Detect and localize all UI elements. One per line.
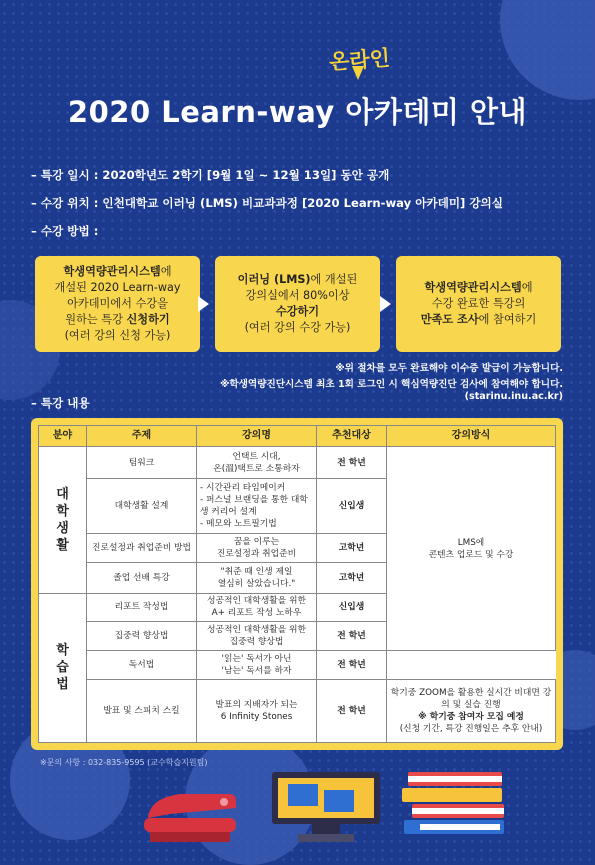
- target-cell: 전 학년: [317, 650, 387, 679]
- header-method: 강의방식: [387, 426, 556, 447]
- title-cell: '읽는' 독서가 아닌 '남는' 독서를 하자: [197, 650, 317, 679]
- title-cell: 꿈을 이루는 진로설정과 취업준비: [197, 534, 317, 563]
- title-cell: "취준 때 인생 제일 열심히 살았습니다.": [197, 563, 317, 594]
- topic-cell: 진로설정과 취업준비 방법: [87, 534, 197, 563]
- title-cell: 언택트 시대, 온(溫)택트로 소통하자: [197, 447, 317, 479]
- method-zoom-recruit: ※ 학기중 참여자 모집 예정: [418, 711, 524, 722]
- header-target: 추천대상: [317, 426, 387, 447]
- note-diagnosis: ※학생역량진단시스템 최초 1회 로그인 시 핵심역량진단 검사에 참여해야 합니다.: [220, 379, 563, 390]
- note-url: (starinu.inu.ac.kr): [464, 391, 563, 402]
- step-1-bold-text: 학생역량관리시스템: [63, 265, 161, 278]
- step-3-text: 에: [521, 281, 533, 294]
- step-2-attend: 수강하기: [275, 305, 320, 318]
- table-row: [39, 650, 556, 679]
- area-study-method: [39, 593, 87, 742]
- step-3-survey: 만족도 조사: [420, 313, 479, 326]
- step-2-bold-text: 이러닝 (LMS): [237, 273, 311, 286]
- stapler-icon: [140, 778, 240, 842]
- info-location: – 수강 위치 : 인천대학교 이러닝 (LMS) 비교과과정 [2020 Learn-way 아카데미] 강의실: [31, 196, 503, 210]
- info-method: – 수강 방법 :: [31, 224, 99, 238]
- method-zoom-text: 학기중 ZOOM을 활용한 실시간 비대면 강의 및 실습 진행: [390, 687, 552, 710]
- table-row: [39, 679, 556, 742]
- step-1-apply: 신청하기: [126, 313, 170, 326]
- books-icon: [400, 766, 510, 842]
- step-3-line2: 수강 완료한 특강의: [431, 297, 526, 310]
- accent-arrow-icon: [352, 66, 364, 80]
- target-cell: 전 학년: [317, 679, 387, 742]
- table-row: [39, 447, 556, 479]
- method-zoom: [387, 679, 556, 742]
- title-cell: 성공적인 대학생활을 위한 집중력 향상법: [197, 622, 317, 651]
- topic-cell: 집중력 향상법: [87, 622, 197, 651]
- section-label: – 특강 내용: [31, 396, 90, 410]
- method-zoom-notice: (신청 기간, 특강 진행일은 추후 안내): [399, 723, 543, 734]
- topic-cell: 졸업 선배 특강: [87, 563, 197, 594]
- computer-icon: [268, 770, 384, 842]
- header-topic: 주제: [87, 426, 197, 447]
- step-1-line5: (여러 강의 신청 가능): [64, 329, 171, 342]
- step-2: [215, 256, 380, 352]
- step-2-text: 에 개설된: [310, 273, 358, 286]
- step-2-line4: (여러 강의 수강 가능): [244, 321, 351, 334]
- step-1-line4: 원하는 특강: [65, 313, 127, 326]
- step-2-line2: 강의실에서 80%이상: [245, 289, 350, 302]
- table-header-row: [39, 426, 556, 447]
- method-lms: LMS에 콘텐츠 업로드 및 수강: [387, 447, 556, 650]
- target-cell: 전 학년: [317, 447, 387, 479]
- step-1-line2: 개설된 2020 Learn-way: [54, 281, 181, 294]
- lecture-table-frame: [31, 418, 563, 750]
- header-area: 분야: [39, 426, 87, 447]
- page-title: 2020 Learn-way 아카데미 안내: [67, 95, 528, 129]
- area-college-life: [39, 447, 87, 593]
- target-cell: 전 학년: [317, 622, 387, 651]
- title-cell: 발표의 지배자가 되는 6 Infinity Stones: [197, 679, 317, 742]
- note-certificate: ※위 절차를 모두 완료해야 이수증 발급이 가능합니다.: [335, 363, 563, 374]
- topic-cell: 독서법: [87, 650, 197, 679]
- area-study-method-label: 학습법: [56, 643, 69, 693]
- topic-cell: 발표 및 스피치 스킬: [87, 679, 197, 742]
- topic-cell: 팀워크: [87, 447, 197, 479]
- step-1-line3: 아카데미에서 수강을: [67, 297, 168, 310]
- info-date: – 특강 일시 : 2020학년도 2학기 [9월 1일 ~ 12월 13일] 동안 공개: [31, 168, 390, 182]
- title-cell: - 시간관리 타임메이커 - 퍼스널 브랜딩을 통한 대학생 커리어 설계 - 메모와 노트필기법: [197, 479, 317, 534]
- online-accent: 온라인: [328, 45, 391, 75]
- decor-circle-top-right: [500, 0, 595, 100]
- lecture-table: [38, 425, 556, 743]
- contact-info: ※문의 사항 : 032-835-9595 (교수학습지원팀): [40, 758, 208, 767]
- arrow-right-icon: [380, 296, 391, 312]
- step-1: [35, 256, 200, 352]
- target-cell: 신입생: [317, 479, 387, 534]
- step-3: [396, 256, 561, 352]
- target-cell: 고학년: [317, 563, 387, 594]
- topic-cell: 대학생활 설계: [87, 479, 197, 534]
- area-college-life-label: 대학생활: [56, 487, 69, 554]
- header-title: 강의명: [197, 426, 317, 447]
- target-cell: 고학년: [317, 534, 387, 563]
- step-3-line3: 에 참여하기: [478, 313, 537, 326]
- target-cell: 신입생: [317, 593, 387, 622]
- step-1-text: 에: [160, 265, 172, 278]
- step-3-bold-text: 학생역량관리시스템: [424, 281, 522, 294]
- topic-cell: 리포트 작성법: [87, 593, 197, 622]
- title-cell: 성공적인 대학생활을 위한 A+ 리포트 작성 노하우: [197, 593, 317, 622]
- arrow-right-icon: [198, 296, 209, 312]
